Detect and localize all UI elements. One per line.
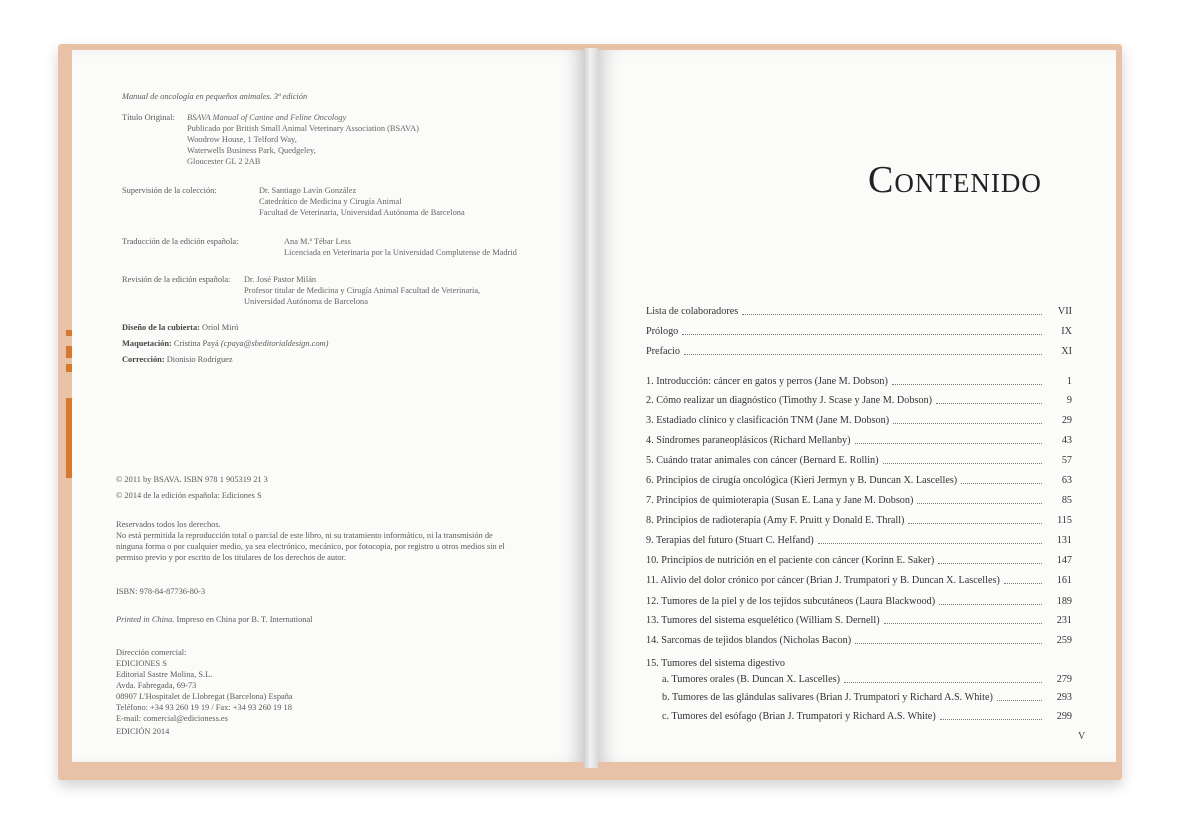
diseno-line: [122, 323, 239, 334]
toc-leader: [961, 477, 1042, 484]
toc-entry-title: 4. Síndromes paraneoplásicos (Richard Mellanby): [646, 435, 851, 446]
maquetacion-line: [122, 339, 328, 350]
book-gutter: [584, 48, 598, 768]
toc-entry-page: 115: [1057, 515, 1072, 526]
right-page: [596, 50, 1116, 762]
toc-entry: [646, 475, 1072, 486]
toc-entry-page: 279: [1056, 674, 1072, 685]
toc-leader: [939, 598, 1042, 605]
toc-entry: [646, 635, 1072, 646]
toc-entry: [646, 555, 1072, 566]
toc-entry-title: 2. Cómo realizar un diagnóstico (Timothy J. Scase y Jane M. Dobson): [646, 395, 932, 406]
copyright-line: © 2011 by BSAVA. ISBN 978 1 905319 21 3: [116, 475, 268, 484]
toc-leader: [908, 517, 1042, 524]
toc-leader: [684, 348, 1042, 355]
credit-line: BSAVA Manual of Canine and Feline Oncology: [187, 113, 347, 122]
printed-rest: Impreso en China por B. T. International: [176, 615, 313, 624]
credit-line: Universidad Autónoma de Barcelona: [244, 297, 368, 306]
toc-entry-title: 14. Sarcomas de tejidos blandos (Nicholas Bacon): [646, 635, 852, 646]
credit-line: Dr. José Pastor Milán: [244, 275, 317, 284]
toc-entry: [646, 415, 1072, 426]
credit-line: Profesor titular de Medicina y Cirugía Animal Facultad de Veterinaria,: [244, 286, 481, 295]
toc-entry-title: 6. Principios de cirugía oncológica (Kieri Jermyn y B. Duncan X. Lascelles): [646, 475, 958, 486]
toc-leader: [883, 457, 1042, 464]
titulo-original-label: Título Original:: [122, 113, 175, 122]
toc-leader: [997, 694, 1042, 701]
toc-entry-page: 29: [1061, 415, 1072, 426]
toc-entry-page: 293: [1056, 692, 1072, 703]
toc-entry-title: 10. Principios de nutrición en el paciente con cáncer (Korinn E. Saker): [646, 555, 935, 566]
toc-leader: [893, 417, 1042, 424]
credit-line: Waterwells Business Park, Quedgeley,: [187, 146, 316, 155]
direccion-line: 08907 L'Hospitalet de Llobregat (Barcelona) España: [116, 692, 293, 701]
isbn: ISBN: 978-84-87736-80-3: [116, 587, 206, 596]
toc-subentry: [662, 711, 1072, 722]
maquetacion-email: (cpaya@sbeditorialdesign.com): [220, 339, 329, 348]
toc-entry: [646, 395, 1072, 406]
revision-label: Revisión de la edición española:: [122, 275, 231, 284]
toc-leader: [844, 676, 1042, 683]
toc-entry-page: 161: [1056, 575, 1072, 586]
toc-entry-page: 147: [1056, 555, 1072, 566]
toc-entry-page: XI: [1061, 346, 1072, 357]
toc-chapter-heading: 15. Tumores del sistema digestivo: [646, 658, 785, 669]
copyright-line: © 2014 de la edición española: Ediciones S: [116, 491, 262, 500]
credit-line: Catedrático de Medicina y Cirugía Animal: [259, 197, 402, 206]
toc-subentry: [662, 692, 1072, 703]
traduccion-label: Traducción de la edición española:: [122, 237, 239, 246]
toc-entry: [646, 455, 1072, 466]
toc-entry: [646, 326, 1072, 337]
toc-entry-title: b. Tumores de las glándulas salivares (Brian J. Trumpatori y Richard A.S. White): [662, 692, 993, 703]
toc-entry-title: 5. Cuándo tratar animales con cáncer (Bernard E. Rollin): [646, 455, 879, 466]
maquetacion-value: Cristina Payá: [173, 339, 219, 348]
toc-entry-title: Lista de colaboradores: [646, 306, 739, 317]
rights-line: Reservados todos los derechos.: [116, 520, 221, 529]
toc-entry-page: VII: [1057, 306, 1072, 317]
toc-entry-title: 1. Introducción: cáncer en gatos y perros (Jane M. Dobson): [646, 376, 888, 387]
toc-entry: [646, 376, 1072, 387]
credit-line: Ana M.ª Tébar Less: [284, 237, 351, 246]
direccion-line: Editorial Sastre Molina, S.L.: [116, 670, 213, 679]
toc-entry-page: 259: [1056, 635, 1072, 646]
toc-entry-title: 11. Alivio del dolor crónico por cáncer (Brian J. Trumpatori y B. Duncan X. Lascelles): [646, 575, 1000, 586]
direccion-line: Avda. Fabregada, 69-73: [116, 681, 197, 690]
credit-line: Facultad de Veterinaria, Universidad Autónoma de Barcelona: [259, 208, 465, 217]
toc-leader: [938, 557, 1042, 564]
toc-entry-title: 8. Principios de radioterapia (Amy F. Pruitt y Donald E. Thrall): [646, 515, 905, 526]
correccion-value: Dionisio Rodríguez: [166, 355, 233, 364]
direccion-label: Dirección comercial:: [116, 648, 187, 657]
diseno-label: Diseño de la cubierta:: [122, 323, 200, 332]
toc-entry: [646, 346, 1072, 357]
toc-entry-page: 63: [1061, 475, 1072, 486]
direccion-line: EDICIONES S: [116, 659, 167, 668]
toc-entry: [646, 495, 1072, 506]
correccion-line: [122, 355, 233, 366]
printed-line: [116, 615, 312, 626]
toc-entry-title: Prólogo: [646, 326, 679, 337]
correccion-label: Corrección:: [122, 355, 165, 364]
toc-entry-title: 7. Principios de quimioterapia (Susan E. Lana y Jane M. Dobson): [646, 495, 914, 506]
maquetacion-label: Maquetación:: [122, 339, 172, 348]
toc-entry: [646, 596, 1072, 607]
printed-italic: Printed in China.: [116, 615, 175, 624]
credit-line: Licenciada en Veterinaria por la Universidad Complutense de Madrid: [284, 248, 517, 257]
toc-leader: [892, 378, 1042, 385]
diseno-value: Oriol Miró: [202, 323, 239, 332]
page-title: Contenido: [868, 159, 1042, 201]
toc-entry-page: 131: [1056, 535, 1072, 546]
toc-entry: [646, 575, 1072, 586]
toc-subentry: [662, 674, 1072, 685]
toc-leader: [1004, 577, 1042, 584]
credit-line: Publicado por British Small Animal Veterinary Association (BSAVA): [187, 124, 419, 133]
rights-line: No está permitida la reproducción total o parcial de este libro, ni su tratamiento informático, ni la transmisión de: [116, 531, 493, 540]
rights-line: ninguna forma o por cualquier medio, ya sea electrónico, mecánico, por fotocopia, por registro u otros medios sin el: [116, 542, 505, 551]
toc-entry: [646, 435, 1072, 446]
toc-leader: [742, 308, 1042, 315]
toc-leader: [682, 328, 1042, 335]
supervision-label: Supervisión de la colección:: [122, 186, 217, 195]
toc-entry-page: IX: [1061, 326, 1072, 337]
toc-entry-page: 1: [1066, 376, 1072, 387]
direccion-line: E-mail: comercial@edicioness.es: [116, 714, 228, 723]
toc-entry-page: 85: [1061, 495, 1072, 506]
credit-line: Dr. Santiago Lavín González: [259, 186, 357, 195]
toc-entry-page: 189: [1056, 596, 1072, 607]
toc-entry-title: 9. Terapias del futuro (Stuart C. Helfand): [646, 535, 814, 546]
toc-leader: [936, 397, 1042, 404]
toc-entry: [646, 615, 1072, 626]
direccion-line: Teléfono: +34 93 260 19 19 / Fax: +34 93 260 19 18: [116, 703, 292, 712]
toc-entry-title: c. Tumores del esófago (Brian J. Trumpatori y Richard A.S. White): [662, 711, 936, 722]
edicion: EDICIÓN 2014: [116, 727, 170, 736]
toc-entry-title: Prefacio: [646, 346, 680, 357]
toc-leader: [855, 637, 1042, 644]
toc-entry-page: 9: [1066, 395, 1072, 406]
toc-entry-title: a. Tumores orales (B. Duncan X. Lascelles): [662, 674, 840, 685]
credit-line: Gloucester GL 2 2AB: [187, 157, 261, 166]
toc-entry: [646, 535, 1072, 546]
toc-entry-page: 299: [1056, 711, 1072, 722]
toc-leader: [855, 437, 1042, 444]
toc-leader: [884, 617, 1042, 624]
credits-header: Manual de oncología en pequeños animales. 3ª edición: [122, 92, 308, 101]
toc-entry-page: 231: [1056, 615, 1072, 626]
toc-leader: [917, 497, 1042, 504]
toc-entry-page: 43: [1061, 435, 1072, 446]
toc-entry-title: 12. Tumores de la piel y de los tejidos subcutáneos (Laura Blackwood): [646, 596, 936, 607]
toc-entry-page: 57: [1061, 455, 1072, 466]
page-number: V: [1078, 731, 1086, 742]
toc-entry: [646, 515, 1072, 526]
toc-entry-title: 3. Estadiado clínico y clasificación TNM (Jane M. Dobson): [646, 415, 890, 426]
toc-leader: [940, 713, 1042, 720]
toc-entry: [646, 306, 1072, 317]
credit-line: Woodrow House, 1 Telford Way,: [187, 135, 297, 144]
rights-line: permiso previo y por escrito de los titulares de los derechos de autor.: [116, 553, 347, 562]
toc-entry-title: 13. Tumores del sistema esquelético (William S. Dernell): [646, 615, 880, 626]
toc-leader: [818, 537, 1042, 544]
